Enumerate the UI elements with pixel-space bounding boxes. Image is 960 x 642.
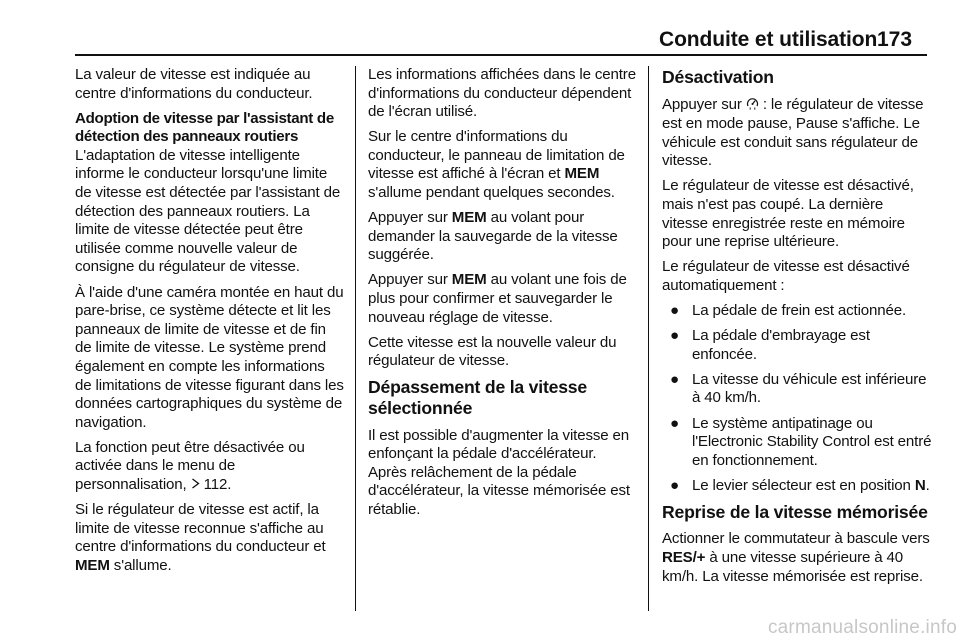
subheading-speed-adoption: Adoption de vitesse par l'assistant de détection des panneaux routiers xyxy=(75,109,334,146)
bullet-icon: ● xyxy=(670,302,679,320)
section-title: Conduite et utilisation xyxy=(659,28,878,51)
paragraph: L'adaptation de vitesse intelligente informe le conducteur lorsqu'une limite de vitesse est détectée par l'assistant de détection des panneaux routiers. La limite de vitesse détectée peut être utilisée comme nouvelle valeur de consigne du régulateur de vitesse. xyxy=(75,146,341,276)
column-1 xyxy=(75,66,345,582)
list-item: ● Le système antipatinage ou l'Electronic Stability Control est entré en fonctionnement. xyxy=(670,414,932,469)
list-item: ● La vitesse du véhicule est inférieure à 40 km/h. xyxy=(670,370,927,407)
bullet-icon: ● xyxy=(670,476,679,494)
paragraph: Appuyer sur MEM au volant pour demander la sauvegarde de la vitesse suggérée. xyxy=(368,209,618,264)
header-rule xyxy=(75,54,927,56)
bullet-icon: ● xyxy=(670,370,679,388)
list-item: ● La pédale d'embrayage est enfoncée. xyxy=(670,327,870,363)
paragraph: Les informations affichées dans le centre d'informations du conducteur dépendent de l'écran utilisé. xyxy=(368,66,636,121)
paragraph: La fonction peut être désactivée ou activée dans le menu de personnalisation, 112. xyxy=(75,438,305,493)
paragraph: Appuyer sur : le régulateur de vitesse est en mode pause, Pause s'affiche. Le véhicule est conduit sans régulateur de vitesse. xyxy=(662,95,924,170)
paragraph: Appuyer sur MEM au volant une fois de plus pour confirmer et sauvegarder le nouveau réglage de vitesse. xyxy=(368,271,627,326)
page-header xyxy=(0,22,960,56)
page-reference-arrow-icon xyxy=(191,476,200,495)
column-divider-2 xyxy=(648,66,649,611)
paragraph: La valeur de vitesse est indiquée au centre d'informations du conducteur. xyxy=(75,66,313,102)
column-divider-1 xyxy=(355,66,356,611)
paragraph: Si le régulateur de vitesse est actif, la limite de vitesse reconnue s'affiche au centre d'informations du conducteur et MEM s'allume. xyxy=(75,501,326,574)
heading-deactivation: Désactivation xyxy=(662,67,774,87)
page-reference-link[interactable]: 112. xyxy=(203,475,232,493)
heading-speed-overrun: Dépassement de la vitesse sélectionnée xyxy=(368,377,587,418)
paragraph: Cette vitesse est la nouvelle valeur du régulateur de vitesse. xyxy=(368,333,617,370)
bullet-icon: ● xyxy=(670,327,679,345)
deactivation-conditions-list xyxy=(662,302,932,495)
paragraph: Il est possible d'augmenter la vitesse en enfonçant la pédale d'accélérateur. Après relâchement de la pédale d'accélérateur, la vitesse mémorisée est rétablie. xyxy=(368,426,630,518)
column-2 xyxy=(368,66,638,526)
list-item: ● La pédale de frein est actionnée. xyxy=(670,302,907,320)
paragraph: À l'aide d'une caméra montée en haut du pare-brise, ce système détecte et lit les panneaux de limite de vitesse et de fin de limite de vitesse. Le système prend également en compte les informations de limitations de vitesse figurant dans les données cartographiques du système de navigation. xyxy=(75,283,344,431)
list-item: ● Le levier sélecteur est en position N. xyxy=(670,476,930,494)
paragraph: Actionner le commutateur à bascule vers RES/+ à une vitesse supérieure à 40 km/h. La vitesse mémorisée est reprise. xyxy=(662,530,930,585)
bullet-icon: ● xyxy=(670,414,679,432)
paragraph: Le régulateur de vitesse est désactivé automatiquement : xyxy=(662,258,910,294)
cruise-control-pause-icon xyxy=(746,97,759,116)
heading-resume-speed: Reprise de la vitesse mémorisée xyxy=(662,501,928,522)
column-3 xyxy=(662,66,932,593)
paragraph: Sur le centre d'informations du conducteur, le panneau de limitation de vitesse est affiché à l'écran et MEM s'allume pendant quelques secondes. xyxy=(368,128,625,202)
paragraph: Le régulateur de vitesse est désactivé, mais n'est pas coupé. La dernière vitesse enregistrée reste en mémoire pour une reprise ultérieure. xyxy=(662,177,914,251)
watermark: carmanualsonline.info xyxy=(767,617,957,638)
page-number: 173 xyxy=(877,28,913,51)
